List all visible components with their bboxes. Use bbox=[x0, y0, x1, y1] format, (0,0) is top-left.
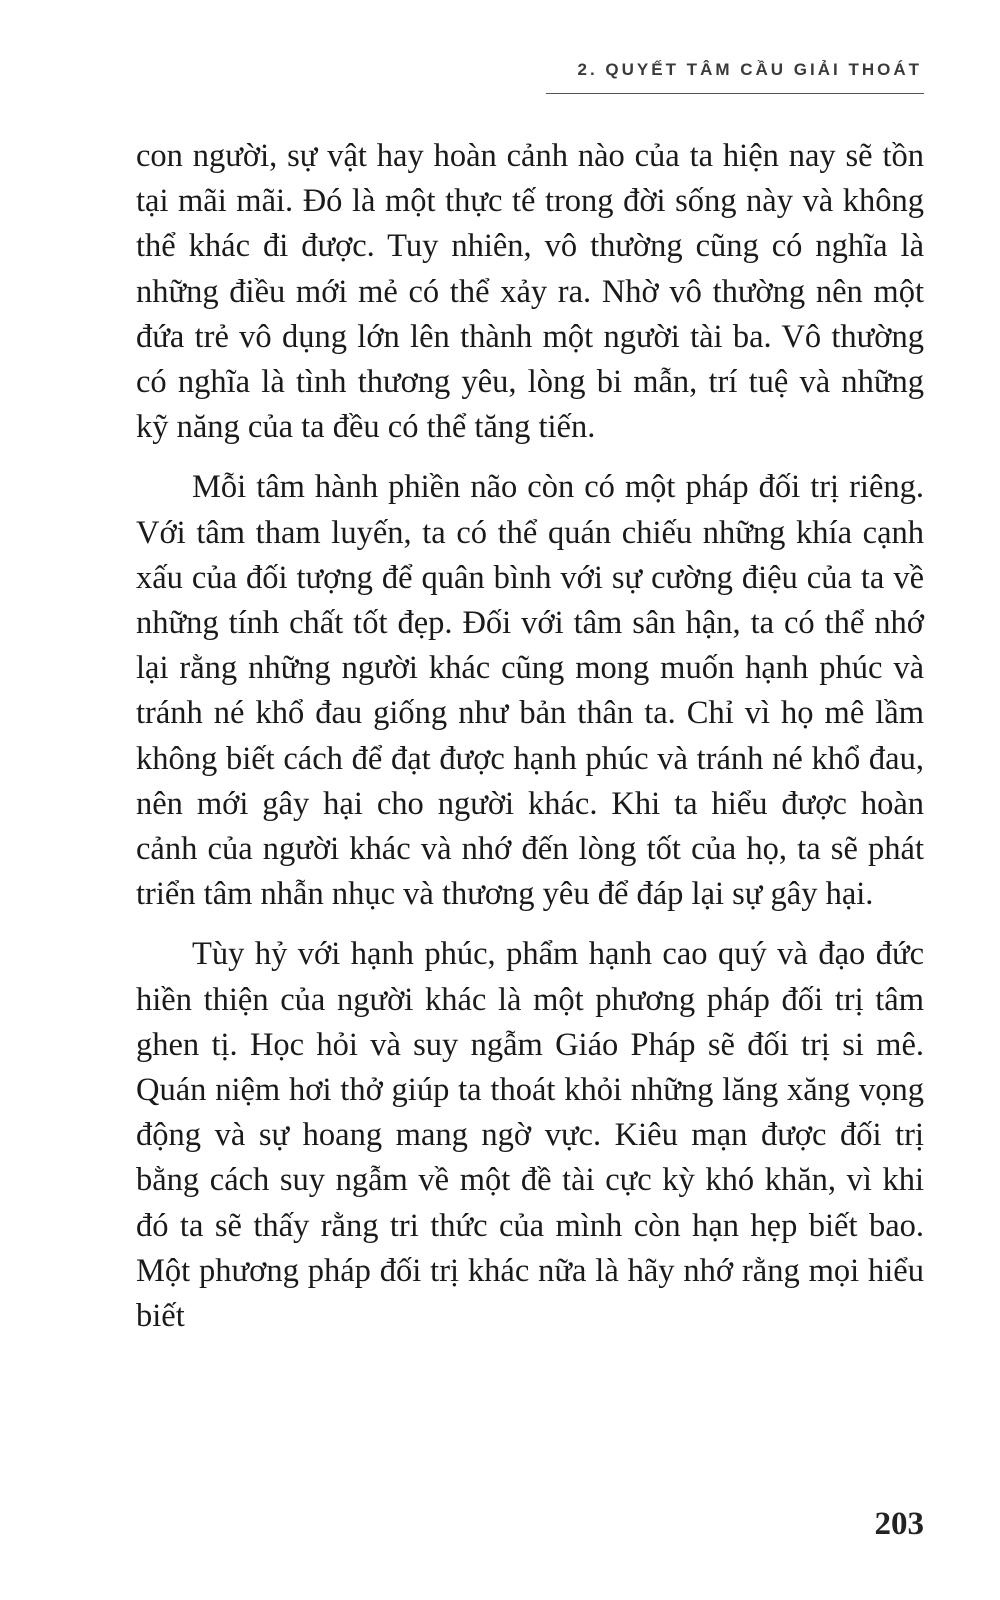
header-rule bbox=[546, 93, 924, 94]
paragraph: Mỗi tâm hành phiền não còn có một pháp đối trị riêng. Với tâm tham luyến, ta có thể quán chiếu những khía cạnh xấu của đối tượng để quân bình với sự cường điệu của ta về những tính chất tốt đẹp. Đối với tâm sân hận, ta có thể nhớ lại rằng những người khác cũng mong muốn hạnh phúc và tránh né khổ đau giống như bản thân ta. Chỉ vì họ mê lầm không biết cách để đạt được hạnh phúc và tránh né khổ đau, nên mới gây hại cho người khác. Khi ta hiểu được hoàn cảnh của người khác và nhớ đến lòng tốt của họ, ta sẽ phát triển tâm nhẫn nhục và thương yêu để đáp lại sự gây hại. bbox=[136, 469, 924, 913]
page-number: 203 bbox=[874, 1506, 924, 1542]
body-text bbox=[136, 134, 924, 1339]
running-header-title: 2. QUYẾT TÂM CẦU GIẢI THOÁT bbox=[577, 60, 922, 79]
paragraph: Tùy hỷ với hạnh phúc, phẩm hạnh cao quý và đạo đức hiền thiện của người khác là một phương pháp đối trị tâm ghen tị. Học hỏi và suy ngẫm Giáo Pháp sẽ đối trị si mê. Quán niệm hơi thở giúp ta thoát khỏi những lăng xăng vọng động và sự hoang mang ngờ vực. Kiêu mạn được đối trị bằng cách suy ngẫm về một đề tài cực kỳ khó khăn, vì khi đó ta sẽ thấy rằng tri thức của mình còn hạn hẹp biết bao. Một phương pháp đối trị khác nữa là hãy nhớ rằng mọi hiểu biết bbox=[136, 936, 924, 1335]
paragraph: con người, sự vật hay hoàn cảnh nào của ta hiện nay sẽ tồn tại mãi mãi. Đó là một thực tế trong đời sống này và không thể khác đi được. Tuy nhiên, vô thường cũng có nghĩa là những điều mới mẻ có thể xảy ra. Nhờ vô thường nên một đứa trẻ vô dụng lớn lên thành một người tài ba. Vô thường có nghĩa là tình thương yêu, lòng bi mẫn, trí tuệ và những kỹ năng của ta đều có thể tăng tiến. bbox=[136, 138, 924, 446]
